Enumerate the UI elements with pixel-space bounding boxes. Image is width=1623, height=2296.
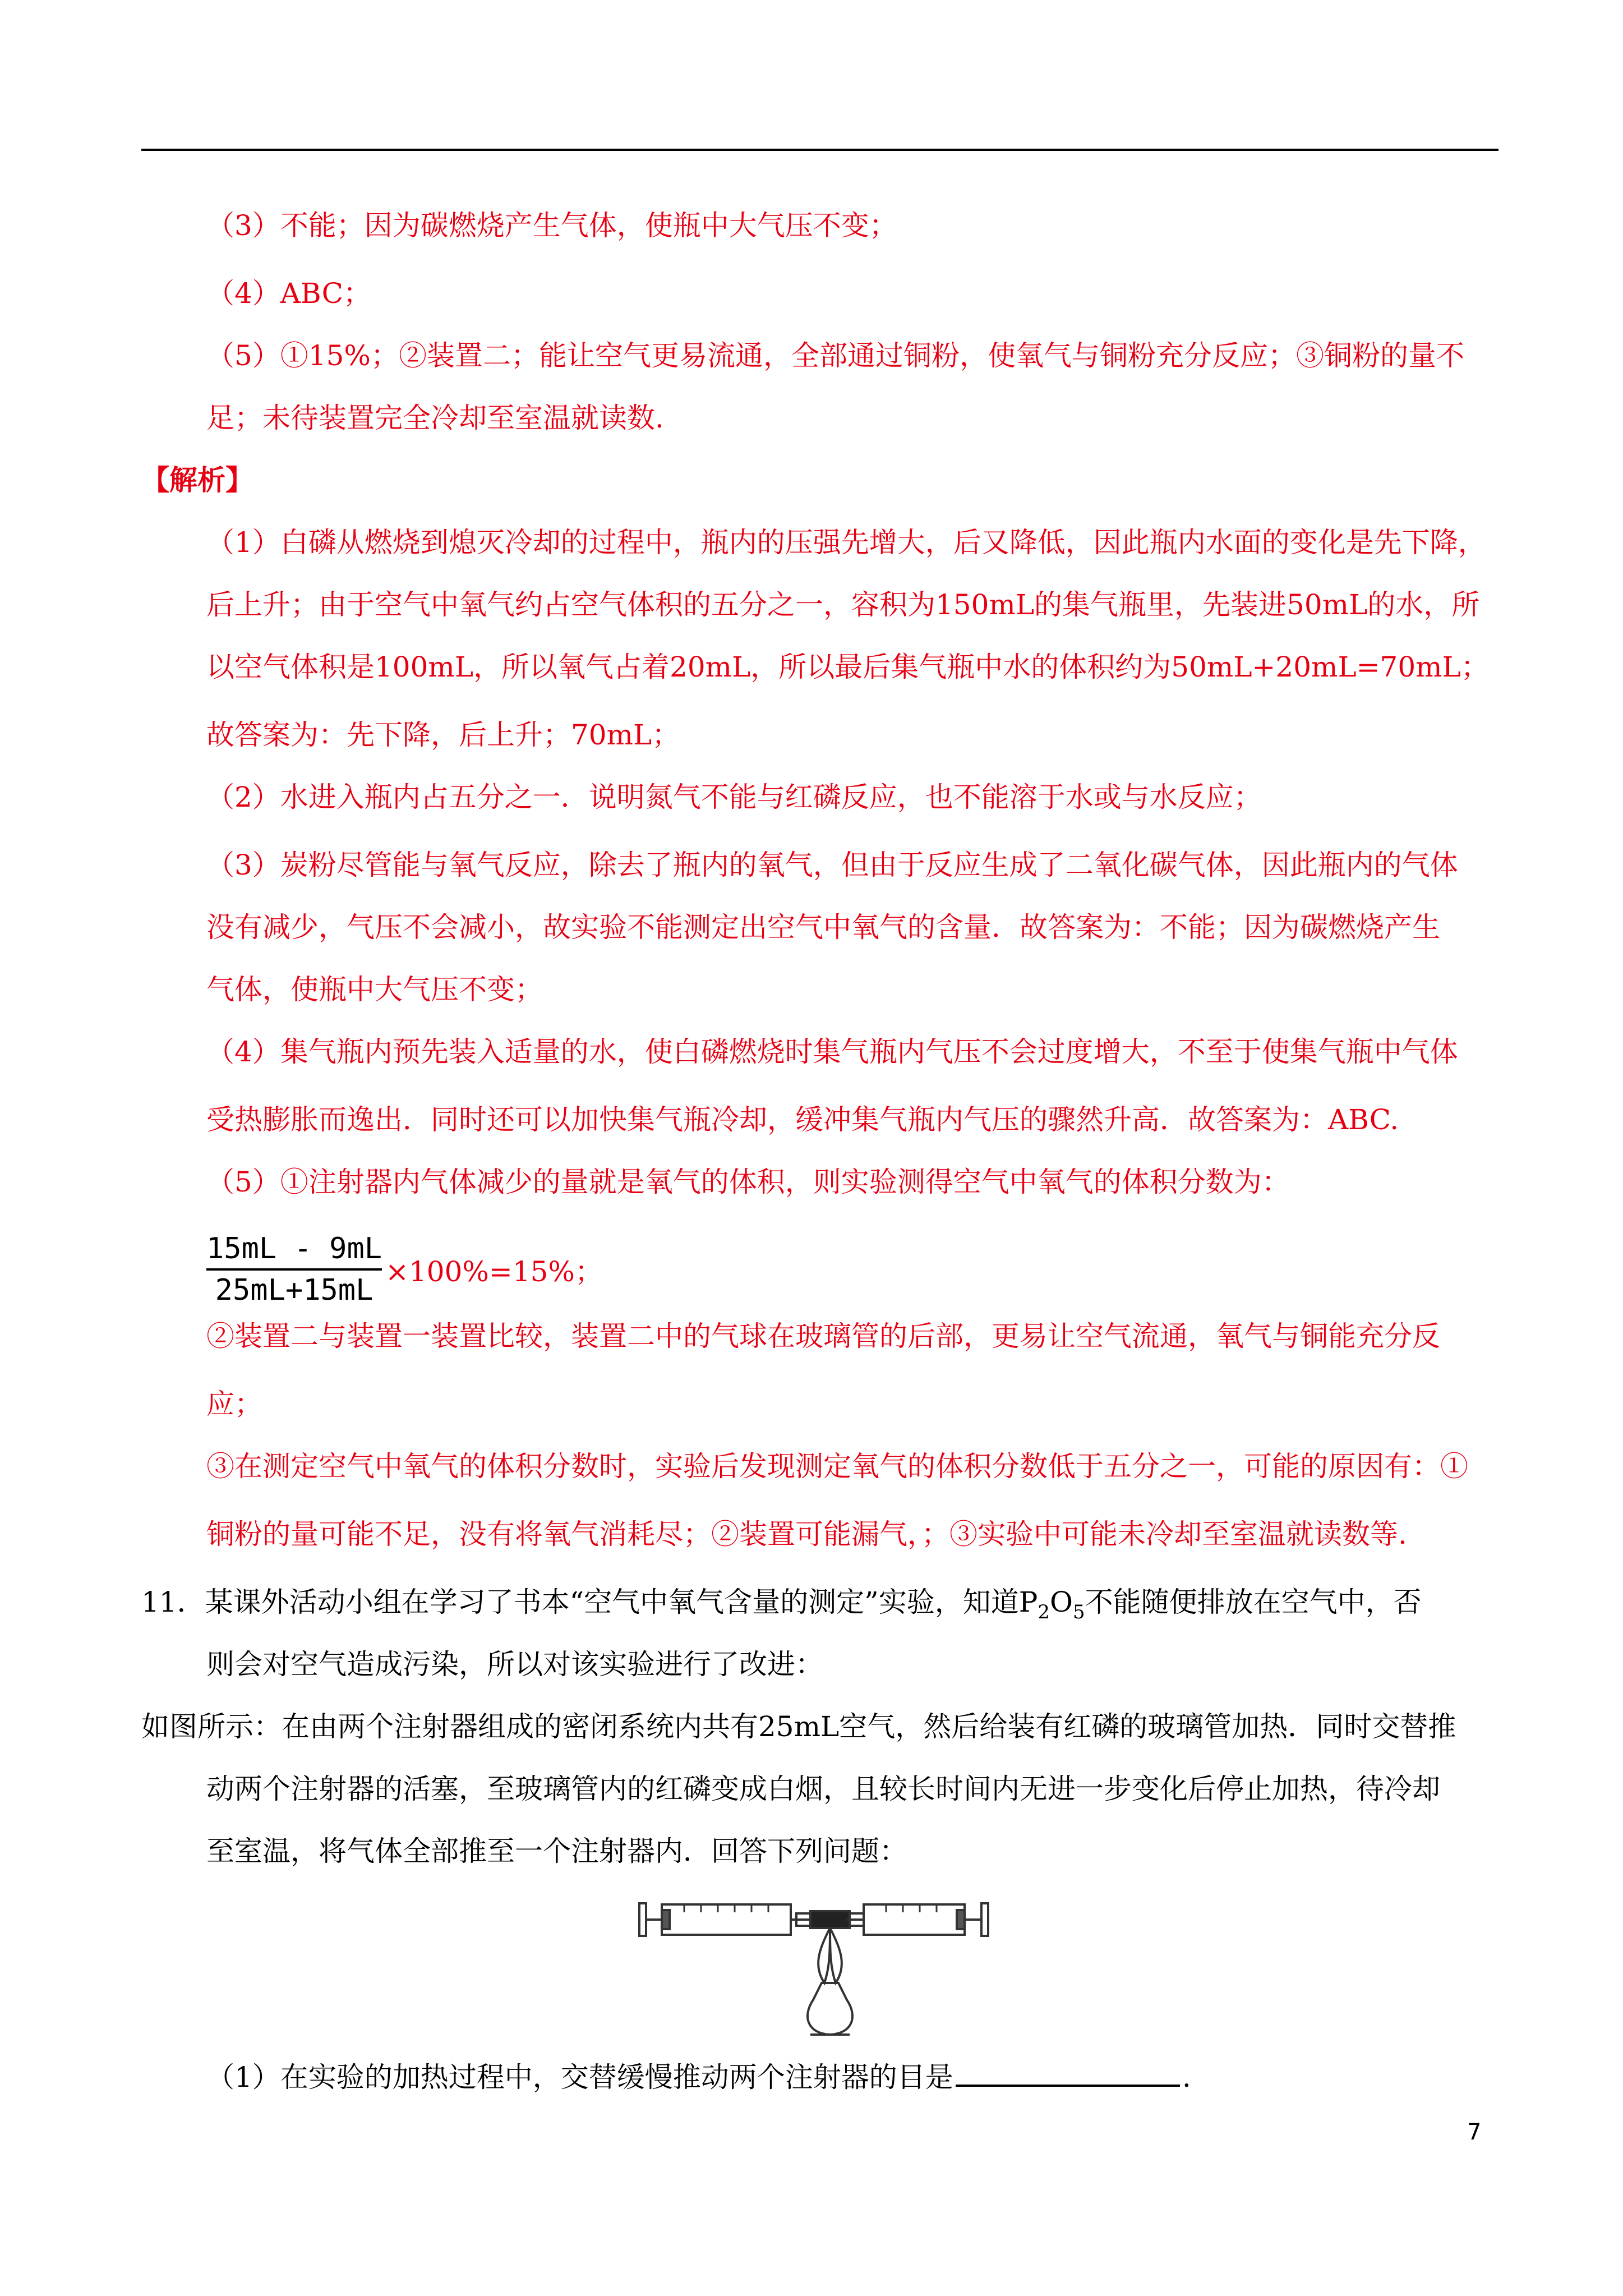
analysis-5-line4: ③在测定空气中氧气的体积分数时，实验后发现测定氧气的体积分数低于五分之一，可能的原因有：①	[206, 1450, 1468, 1483]
tube-connector	[810, 1911, 850, 1928]
question-11-line3: 如图所示：在由两个注射器组成的密闭系统内共有25mL空气，然后给装有红磷的玻璃管加热．同时交替推	[141, 1710, 1456, 1743]
header-rule	[141, 149, 1498, 151]
analysis-4-line2: 受热膨胀而逸出．同时还可以加快集气瓶冷却，缓冲集气瓶内气压的骤然升高．故答案为：ABC.	[206, 1103, 1399, 1136]
analysis-1-answer: 故答案为：先下降，后上升；70mL；	[206, 719, 680, 751]
question-11-line2: 则会对空气造成污染，所以对该实验进行了改进：	[206, 1648, 823, 1681]
left-syringe-barrel	[662, 1904, 791, 1935]
analysis-3-line2: 没有减少，气压不会减小，故实验不能测定出空气中氧气的含量．故答案为：不能；因为碳燃烧产生	[206, 911, 1440, 944]
analysis-5-line5: 铜粉的量可能不足，没有将氧气消耗尽；②装置可能漏气，；③实验中可能未冷却至室温就读数等.	[206, 1518, 1407, 1550]
analysis-5-line3: 应；	[206, 1388, 262, 1420]
question-11-line4: 动两个注射器的活塞，至玻璃管内的红磷变成白烟，且较长时间内无进一步变化后停止加热，待冷却	[206, 1773, 1440, 1805]
flame-right	[830, 1928, 842, 1983]
question-11-sub1: （1）在实验的加热过程中，交替缓慢推动两个注射器的目是 .	[206, 2061, 1191, 2093]
fraction-tail: ×100%=15%；	[385, 1255, 603, 1288]
page-number: 7	[1467, 2119, 1482, 2145]
answer-3: （3）不能；因为碳燃烧产生气体，使瓶中大气压不变；	[206, 209, 897, 242]
analysis-2: （2）水进入瓶内占五分之一．说明氮气不能与红磷反应，也不能溶于水或与水反应；	[206, 781, 1262, 813]
question-11-line5: 至室温，将气体全部推至一个注射器内．回答下列问题：	[206, 1835, 907, 1867]
fraction-numerator: 15mL - 9mL	[206, 1232, 382, 1266]
analysis-3-line3: 气体，使瓶中大气压不变；	[206, 973, 543, 1006]
answer-blank[interactable]	[956, 2060, 1180, 2087]
answer-5-line1: （5）①15%；②装置二；能让空气更易流通，全部通过铜粉，使氧气与铜粉充分反应；③铜粉的量不	[206, 339, 1464, 372]
fraction-bar	[206, 1268, 382, 1271]
analysis-5-line2: ②装置二与装置一装置比较，装置二中的气球在玻璃管的后部，更易让空气流通，氧气与铜能充分反	[206, 1320, 1440, 1352]
right-plunger-handle	[981, 1903, 988, 1936]
analysis-1-line2: 后上升；由于空气中氧气约占空气体积的五分之一，容积为150mL的集气瓶里，先装进50mL的水，所	[206, 588, 1480, 621]
analysis-heading: 【解析】	[141, 463, 253, 496]
right-syringe-barrel	[864, 1904, 965, 1935]
answer-5-line2: 足；未待装置完全冷却至室温就读数.	[206, 402, 664, 434]
answer-4: （4）ABC；	[206, 277, 371, 310]
alcohol-lamp	[808, 1983, 852, 2035]
analysis-5-line1: （5）①注射器内气体减少的量就是氧气的体积，则实验测得空气中氧气的体积分数为：	[206, 1166, 1290, 1198]
fraction-denominator: 25mL+15mL	[215, 1273, 374, 1307]
question-11-line1: 11．某课外活动小组在学习了书本“空气中氧气含量的测定”实验，知道$P_2O_5$不能随便排放在空气中，否	[141, 1586, 1422, 1623]
flame-left	[818, 1928, 830, 1983]
syringe-apparatus-diagram	[628, 1882, 998, 2050]
left-plunger-handle	[639, 1903, 646, 1936]
analysis-4-line1: （4）集气瓶内预先装入适量的水，使白磷燃烧时集气瓶内气压不会过度增大，不至于使集气瓶中气体	[206, 1036, 1458, 1068]
volume-fraction-formula	[206, 1231, 603, 1308]
right-plunger-head	[957, 1910, 965, 1929]
analysis-1-line3: 以空气体积是100mL，所以氧气占着20mL，所以最后集气瓶中水的体积约为50mL+20mL=70mL；	[206, 651, 1489, 683]
analysis-3-line1: （3）炭粉尽管能与氧气反应，除去了瓶内的氧气，但由于反应生成了二氧化碳气体，因此瓶内的气体	[206, 849, 1458, 881]
analysis-1-line1: （1）白磷从燃烧到熄灭冷却的过程中，瓶内的压强先增大，后又降低，因此瓶内水面的变化是先下降，	[206, 526, 1486, 559]
left-plunger-head	[662, 1910, 670, 1929]
